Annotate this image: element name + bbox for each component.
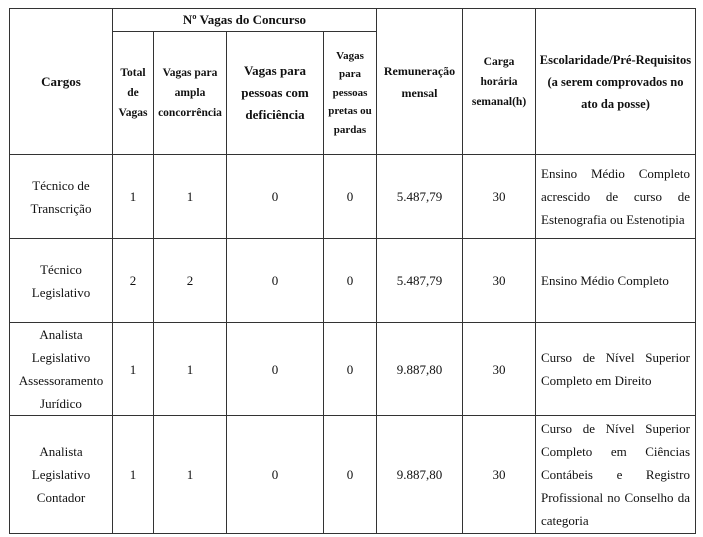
cell-deficiencia: 0: [227, 416, 324, 534]
cell-carga: 30: [463, 323, 536, 416]
cell-remuneracao: 9.887,80: [377, 323, 463, 416]
cell-total: 1: [113, 416, 154, 534]
header-remuneracao: Remuneração mensal: [377, 9, 463, 155]
cell-ampla: 2: [154, 239, 227, 323]
header-deficiencia: Vagas para pessoas com deficiência: [227, 32, 324, 155]
table-row: [10, 155, 696, 239]
cell-deficiencia: 0: [227, 239, 324, 323]
header-escolaridade: Escolaridade/Pré-Requisitos (a serem comprovados no ato da posse): [536, 9, 696, 155]
cell-carga: 30: [463, 416, 536, 534]
cell-pretas: 0: [324, 416, 377, 534]
cell-cargo: Analista Legislativo Contador: [10, 416, 113, 534]
cell-cargo: Técnico Legislativo: [10, 239, 113, 323]
table-row: [10, 416, 696, 534]
vagas-table: [9, 8, 696, 534]
cell-remuneracao: 5.487,79: [377, 155, 463, 239]
header-total: Total de Vagas: [113, 32, 154, 155]
cell-cargo: Analista Legislativo Assessoramento Jurídico: [10, 323, 113, 416]
cell-pretas: 0: [324, 323, 377, 416]
cell-pretas: 0: [324, 155, 377, 239]
header-carga: Carga horária semanal(h): [463, 9, 536, 155]
cell-deficiencia: 0: [227, 155, 324, 239]
table-row: [10, 239, 696, 323]
cell-pretas: 0: [324, 239, 377, 323]
table-row: [10, 323, 696, 416]
cell-ampla: 1: [154, 155, 227, 239]
cell-total: 1: [113, 323, 154, 416]
cell-requisitos: Curso de Nível Superior Completo em Direito: [536, 323, 696, 416]
header-ampla: Vagas para ampla concorrência: [154, 32, 227, 155]
cell-carga: 30: [463, 155, 536, 239]
cell-deficiencia: 0: [227, 323, 324, 416]
cell-cargo: Técnico de Transcrição: [10, 155, 113, 239]
header-cargos: Cargos: [10, 9, 113, 155]
cell-requisitos: Ensino Médio Completo: [536, 239, 696, 323]
cell-ampla: 1: [154, 323, 227, 416]
cell-requisitos: Curso de Nível Superior Completo em Ciências Contábeis e Registro Profissional no Conselho da categoria: [536, 416, 696, 534]
cell-ampla: 1: [154, 416, 227, 534]
header-vagas-group: Nº Vagas do Concurso: [113, 9, 377, 32]
cell-remuneracao: 5.487,79: [377, 239, 463, 323]
cell-total: 2: [113, 239, 154, 323]
cell-total: 1: [113, 155, 154, 239]
cell-requisitos: Ensino Médio Completo acrescido de curso de Estenografia ou Estenotipia: [536, 155, 696, 239]
header-pretas: Vagas para pessoas pretas ou pardas: [324, 32, 377, 155]
cell-remuneracao: 9.887,80: [377, 416, 463, 534]
cell-carga: 30: [463, 239, 536, 323]
